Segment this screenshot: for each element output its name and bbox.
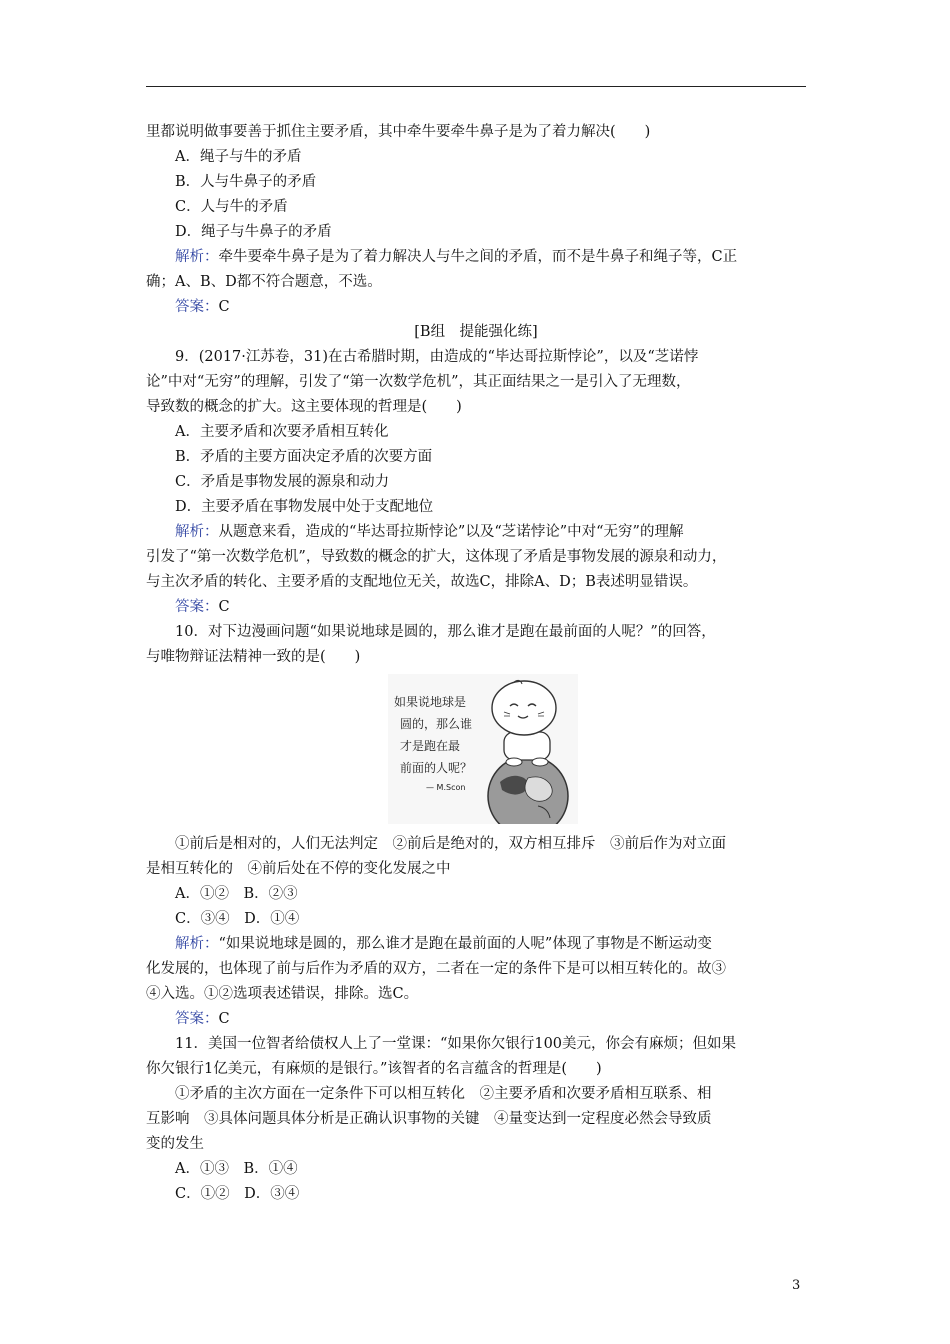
q8-option-d: D．绳子与牛鼻子的矛盾 [175, 224, 332, 240]
q10-options-ab: A．①② B．②③ [175, 886, 298, 902]
cartoon-text-1: 如果说地球是 [394, 695, 467, 709]
q9-analysis: 解析：从题意来看，造成的“毕达哥拉斯悖论”以及“芝诺悖论”中对“无穷”的理解 [175, 524, 684, 540]
q9-option-a: A．主要矛盾和次要矛盾相互转化 [175, 424, 389, 440]
q9-analysis-cont-1: 引发了“第一次数学危机”，导致数的概念的扩大，这体现了矛盾是事物发展的源泉和动力， [146, 549, 727, 565]
page-number: 3 [792, 1278, 801, 1293]
q9-option-c: C．矛盾是事物发展的源泉和动力 [175, 474, 390, 490]
q8-option-b: B．人与牛鼻子的矛盾 [175, 174, 317, 190]
q8-answer: 答案：C [175, 299, 230, 315]
q10-statements-2: 是相互转化的 ④前后处在不停的变化发展之中 [146, 861, 451, 877]
q10-stem-1: 10．对下边漫画问题“如果说地球是圆的，那么谁才是跑在最前面的人呢？”的回答， [175, 624, 716, 640]
q11-statements-3: 变的发生 [146, 1136, 204, 1152]
q9-stem-1: 9．(2017·江苏卷，31)在古希腊时期，由造成的“毕达哥拉斯悖论”，以及“芝诺悖 [175, 349, 699, 365]
cartoon-text-4: 前面的人呢？ [400, 761, 473, 775]
analysis-label: 解析： [175, 249, 219, 265]
q11-options-cd: C．①② D．③④ [175, 1186, 300, 1202]
q8-option-c: C．人与牛的矛盾 [175, 199, 288, 215]
q8-analysis-cont: 确；A、B、D都不符合题意，不选。 [146, 274, 382, 290]
answer-label: 答案： [175, 1011, 219, 1027]
q9-analysis-cont-2: 与主次矛盾的转化、主要矛盾的支配地位无关，故选C，排除A、D；B表述明显错误。 [146, 574, 698, 590]
q9-option-d: D．主要矛盾在事物发展中处于支配地位 [175, 499, 434, 515]
q10-answer: 答案：C [175, 1011, 230, 1027]
q9-answer: 答案：C [175, 599, 230, 615]
q9-stem-2: 论”中对“无穷”的理解，引发了“第一次数学危机”，其正面结果之一是引入了无理数， [146, 374, 691, 390]
q11-options-ab: A．①③ B．①④ [175, 1161, 298, 1177]
q11-stem-2: 你欠银行1亿美元，有麻烦的是银行。”该智者的名言蕴含的哲理是( ) [146, 1061, 602, 1077]
q8-stem: 里都说明做事要善于抓住主要矛盾，其中牵牛要牵牛鼻子是为了着力解决( ) [146, 124, 651, 140]
cartoon-figure [146, 670, 806, 832]
cartoon-text-3: 才是跑在最 [400, 739, 461, 753]
analysis-label: 解析： [175, 936, 219, 952]
cartoon-illustration [388, 674, 578, 824]
q10-statements-1: ①前后是相对的，人们无法判定 ②前后是绝对的，双方相互排斥 ③前后作为对立面 [175, 836, 726, 852]
q11-statements-1: ①矛盾的主次方面在一定条件下可以相互转化 ②主要矛盾和次要矛盾相互联系、相 [175, 1086, 712, 1102]
page-content [146, 120, 806, 1207]
analysis-label: 解析： [175, 524, 219, 540]
answer-label: 答案： [175, 299, 219, 315]
q11-statements-2: 互影响 ③具体问题具体分析是正确认识事物的关键 ④量变达到一定程度必然会导致质 [146, 1111, 712, 1127]
q10-analysis-cont-2: ④入选。①②选项表述错误，排除。选C。 [146, 986, 419, 1002]
q9-stem-3: 导致数的概念的扩大。这主要体现的哲理是( ) [146, 399, 462, 415]
header-rule [146, 86, 806, 87]
q10-stem-2: 与唯物辩证法精神一致的是( ) [146, 649, 361, 665]
q10-options-cd: C．③④ D．①④ [175, 911, 300, 927]
q9-option-b: B．矛盾的主要方面决定矛盾的次要方面 [175, 449, 433, 465]
q11-stem-1: 11．美国一位智者给债权人上了一堂课：“如果你欠银行100美元，你会有麻烦；但如果 [175, 1036, 737, 1052]
q10-analysis: 解析：“如果说地球是圆的，那么谁才是跑在最前面的人呢”体现了事物是不断运动变 [175, 936, 712, 952]
q10-analysis-cont-1: 化发展的，也体现了前与后作为矛盾的双方，二者在一定的条件下是可以相互转化的。故③ [146, 961, 726, 977]
answer-label: 答案： [175, 599, 219, 615]
cartoon-text-2: 圆的，那么谁 [400, 717, 473, 731]
cartoon-signature: — M.Scon [426, 783, 466, 792]
section-title: [B组 提能强化练] [414, 324, 538, 340]
q8-analysis: 解析：牵牛要牵牛鼻子是为了着力解决人与牛之间的矛盾，而不是牛鼻子和绳子等，C正 [175, 249, 738, 265]
q8-option-a: A．绳子与牛的矛盾 [175, 149, 302, 165]
